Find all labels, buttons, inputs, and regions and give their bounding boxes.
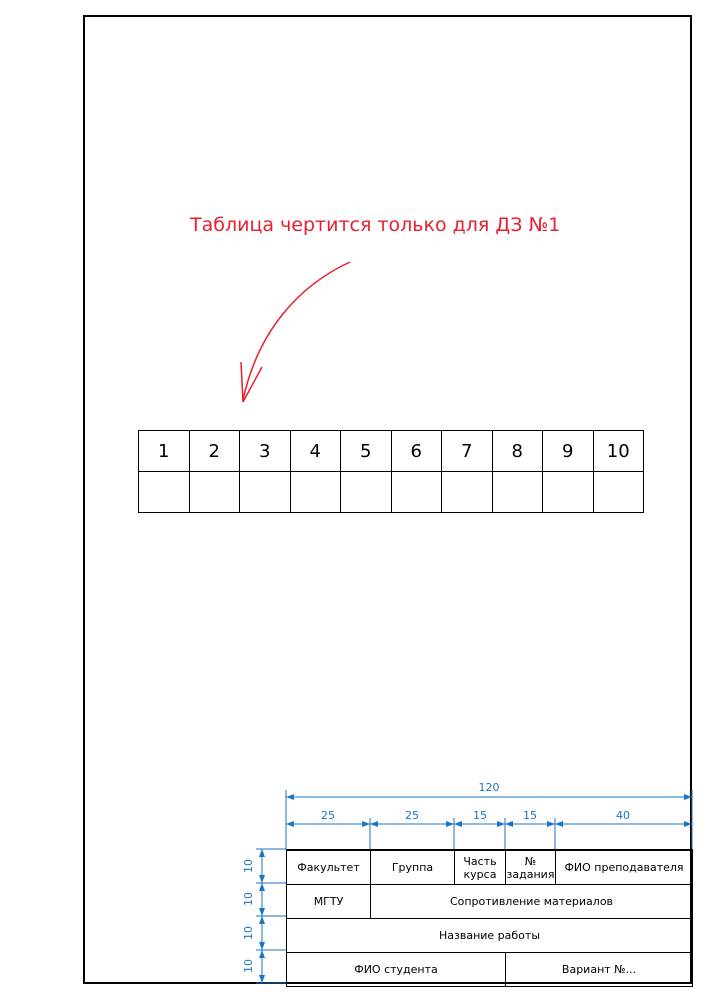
- value-cell: [139, 472, 190, 513]
- value-cell: [341, 472, 392, 513]
- task-number-cell: № задания: [506, 850, 556, 885]
- subject-cell: Сопротивление материалов: [371, 885, 693, 919]
- student-cell: ФИО студента: [287, 953, 506, 987]
- dim-total: [286, 790, 692, 849]
- number-cell: 7: [442, 431, 493, 472]
- number-cell: 6: [391, 431, 442, 472]
- value-cell: [442, 472, 493, 513]
- number-cell: 10: [593, 431, 644, 472]
- dim-columns-line: [286, 818, 692, 849]
- value-cell: [543, 472, 594, 513]
- dim-col-1: 25: [321, 809, 335, 822]
- value-cell: [492, 472, 543, 513]
- number-table: [138, 430, 644, 513]
- number-cell: 9: [543, 431, 594, 472]
- dim-col-4: 15: [523, 809, 537, 822]
- number-cell: 3: [240, 431, 291, 472]
- work-title-cell: Название работы: [287, 919, 693, 953]
- group-cell: Группа: [371, 850, 455, 885]
- value-cell: [240, 472, 291, 513]
- dim-col-3: 15: [473, 809, 487, 822]
- arrow-head-right: [243, 367, 262, 402]
- title-block: [286, 849, 693, 987]
- university-cell: МГТУ: [287, 885, 371, 919]
- title-block-row-4: [287, 953, 693, 987]
- title-block-row-1: [287, 850, 693, 885]
- number-cell: 2: [189, 431, 240, 472]
- dim-col-2: 25: [405, 809, 419, 822]
- dim-total-label: 120: [478, 781, 500, 794]
- value-cell: [593, 472, 644, 513]
- number-table-header-row: [139, 431, 644, 472]
- dim-row-2: 10: [242, 892, 255, 906]
- value-cell: [391, 472, 442, 513]
- variant-cell: Вариант №...: [506, 953, 693, 987]
- dim-rows-line: [256, 849, 286, 983]
- value-cell: [290, 472, 341, 513]
- number-cell: 5: [341, 431, 392, 472]
- arrow-head-left: [241, 362, 243, 402]
- teacher-cell: ФИО преподавателя: [556, 850, 693, 885]
- course-part-cell: Часть курса: [455, 850, 506, 885]
- title-block-row-2: [287, 885, 693, 919]
- number-cell: 8: [492, 431, 543, 472]
- title-block-row-3: [287, 919, 693, 953]
- faculty-cell: Факультет: [287, 850, 371, 885]
- dim-row-1: 10: [242, 859, 255, 873]
- number-cell: 1: [139, 431, 190, 472]
- annotation-arrow: [243, 262, 350, 400]
- dim-row-4: 10: [242, 959, 255, 973]
- annotation-note: Таблица чертится только для ДЗ №1: [190, 214, 561, 236]
- number-cell: 4: [290, 431, 341, 472]
- number-table-value-row: [139, 472, 644, 513]
- dim-row-3: 10: [242, 926, 255, 940]
- value-cell: [189, 472, 240, 513]
- dim-col-5: 40: [616, 809, 630, 822]
